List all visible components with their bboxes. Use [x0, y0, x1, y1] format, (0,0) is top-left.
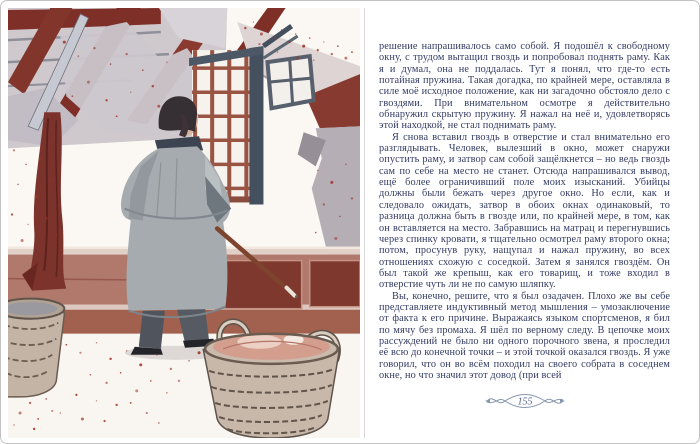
page-gutter-divider	[364, 8, 365, 438]
page-number-ornament	[379, 390, 670, 412]
paragraph: Я снова вставил гвоздь в отверстие и стал внимательно его разглядывать. Человек, вылезший в окно, может снаружи опустить раму, и затвор сам собой защёлкнется – но ведь гвоздь сам по себе на место не станет. Отсюда напрашивался вывод, ещё более ограничивший поле моих изысканий. Убийцы должны были бежать через другое окно. Но если, как и следовало ожидать, затвор в обоих окнах одинаковый, то разница должна быть в гвозде или, по крайней мере, в том, как он вставляется на место. Забравшись на матрац и перегнувшись через спинку кровати, я тщательно осмотрел раму второго окна; потом, просунув руку, нащупал и нажал пружину, во всех отношениях схожую с соседкой. Затем я занялся гвоздём. Он был такой же крепыш, как его товарищ, и тоже входил в отверстие чуть ли не по самую шляпку.	[379, 131, 670, 291]
folio-ornament-svg	[485, 390, 565, 412]
page-right	[379, 41, 670, 412]
second-window	[267, 56, 313, 108]
paragraph: Вы, конечно, решите, что я был озадачен. Плохо же вы себе представляете индуктивный метод мышления – умозаключение от факта к его причине. Выражаясь языком спортсменов, я бил по мячу без промаха. Я шёл по верному следу. В цепочке моих рассуждений не было ни одного порочного звена, я проследил её всю до конечной точки – и этой точкой оказался гвоздь. Я уже говорил, что он во всём походил на своего собрата в соседнем окне, но что значил этот довод (при всей	[379, 290, 670, 381]
paragraph: решение напрашивалось само собой. Я подошёл к свободному окну, с трудом вытащил гвоздь и попробовал поднять раму. Как я и думал, она не поддалась. Тут я понял, что где-то есть потайная пружина. Такая догадка, по крайней мере, оставляла в силе моё исходное положение, как ни загадочно обстояло дело с гвоздями. При внимательном осмотре я действительно обнаружил скрытую пружину. Я нажал на неё и, удовлетворясь этой находкой, не стал поднимать раму.	[379, 41, 670, 132]
page-number: 155	[517, 396, 532, 408]
book-illustration	[8, 8, 360, 438]
left-basket	[8, 299, 64, 397]
page-left	[8, 8, 360, 438]
big-basket	[203, 321, 340, 438]
